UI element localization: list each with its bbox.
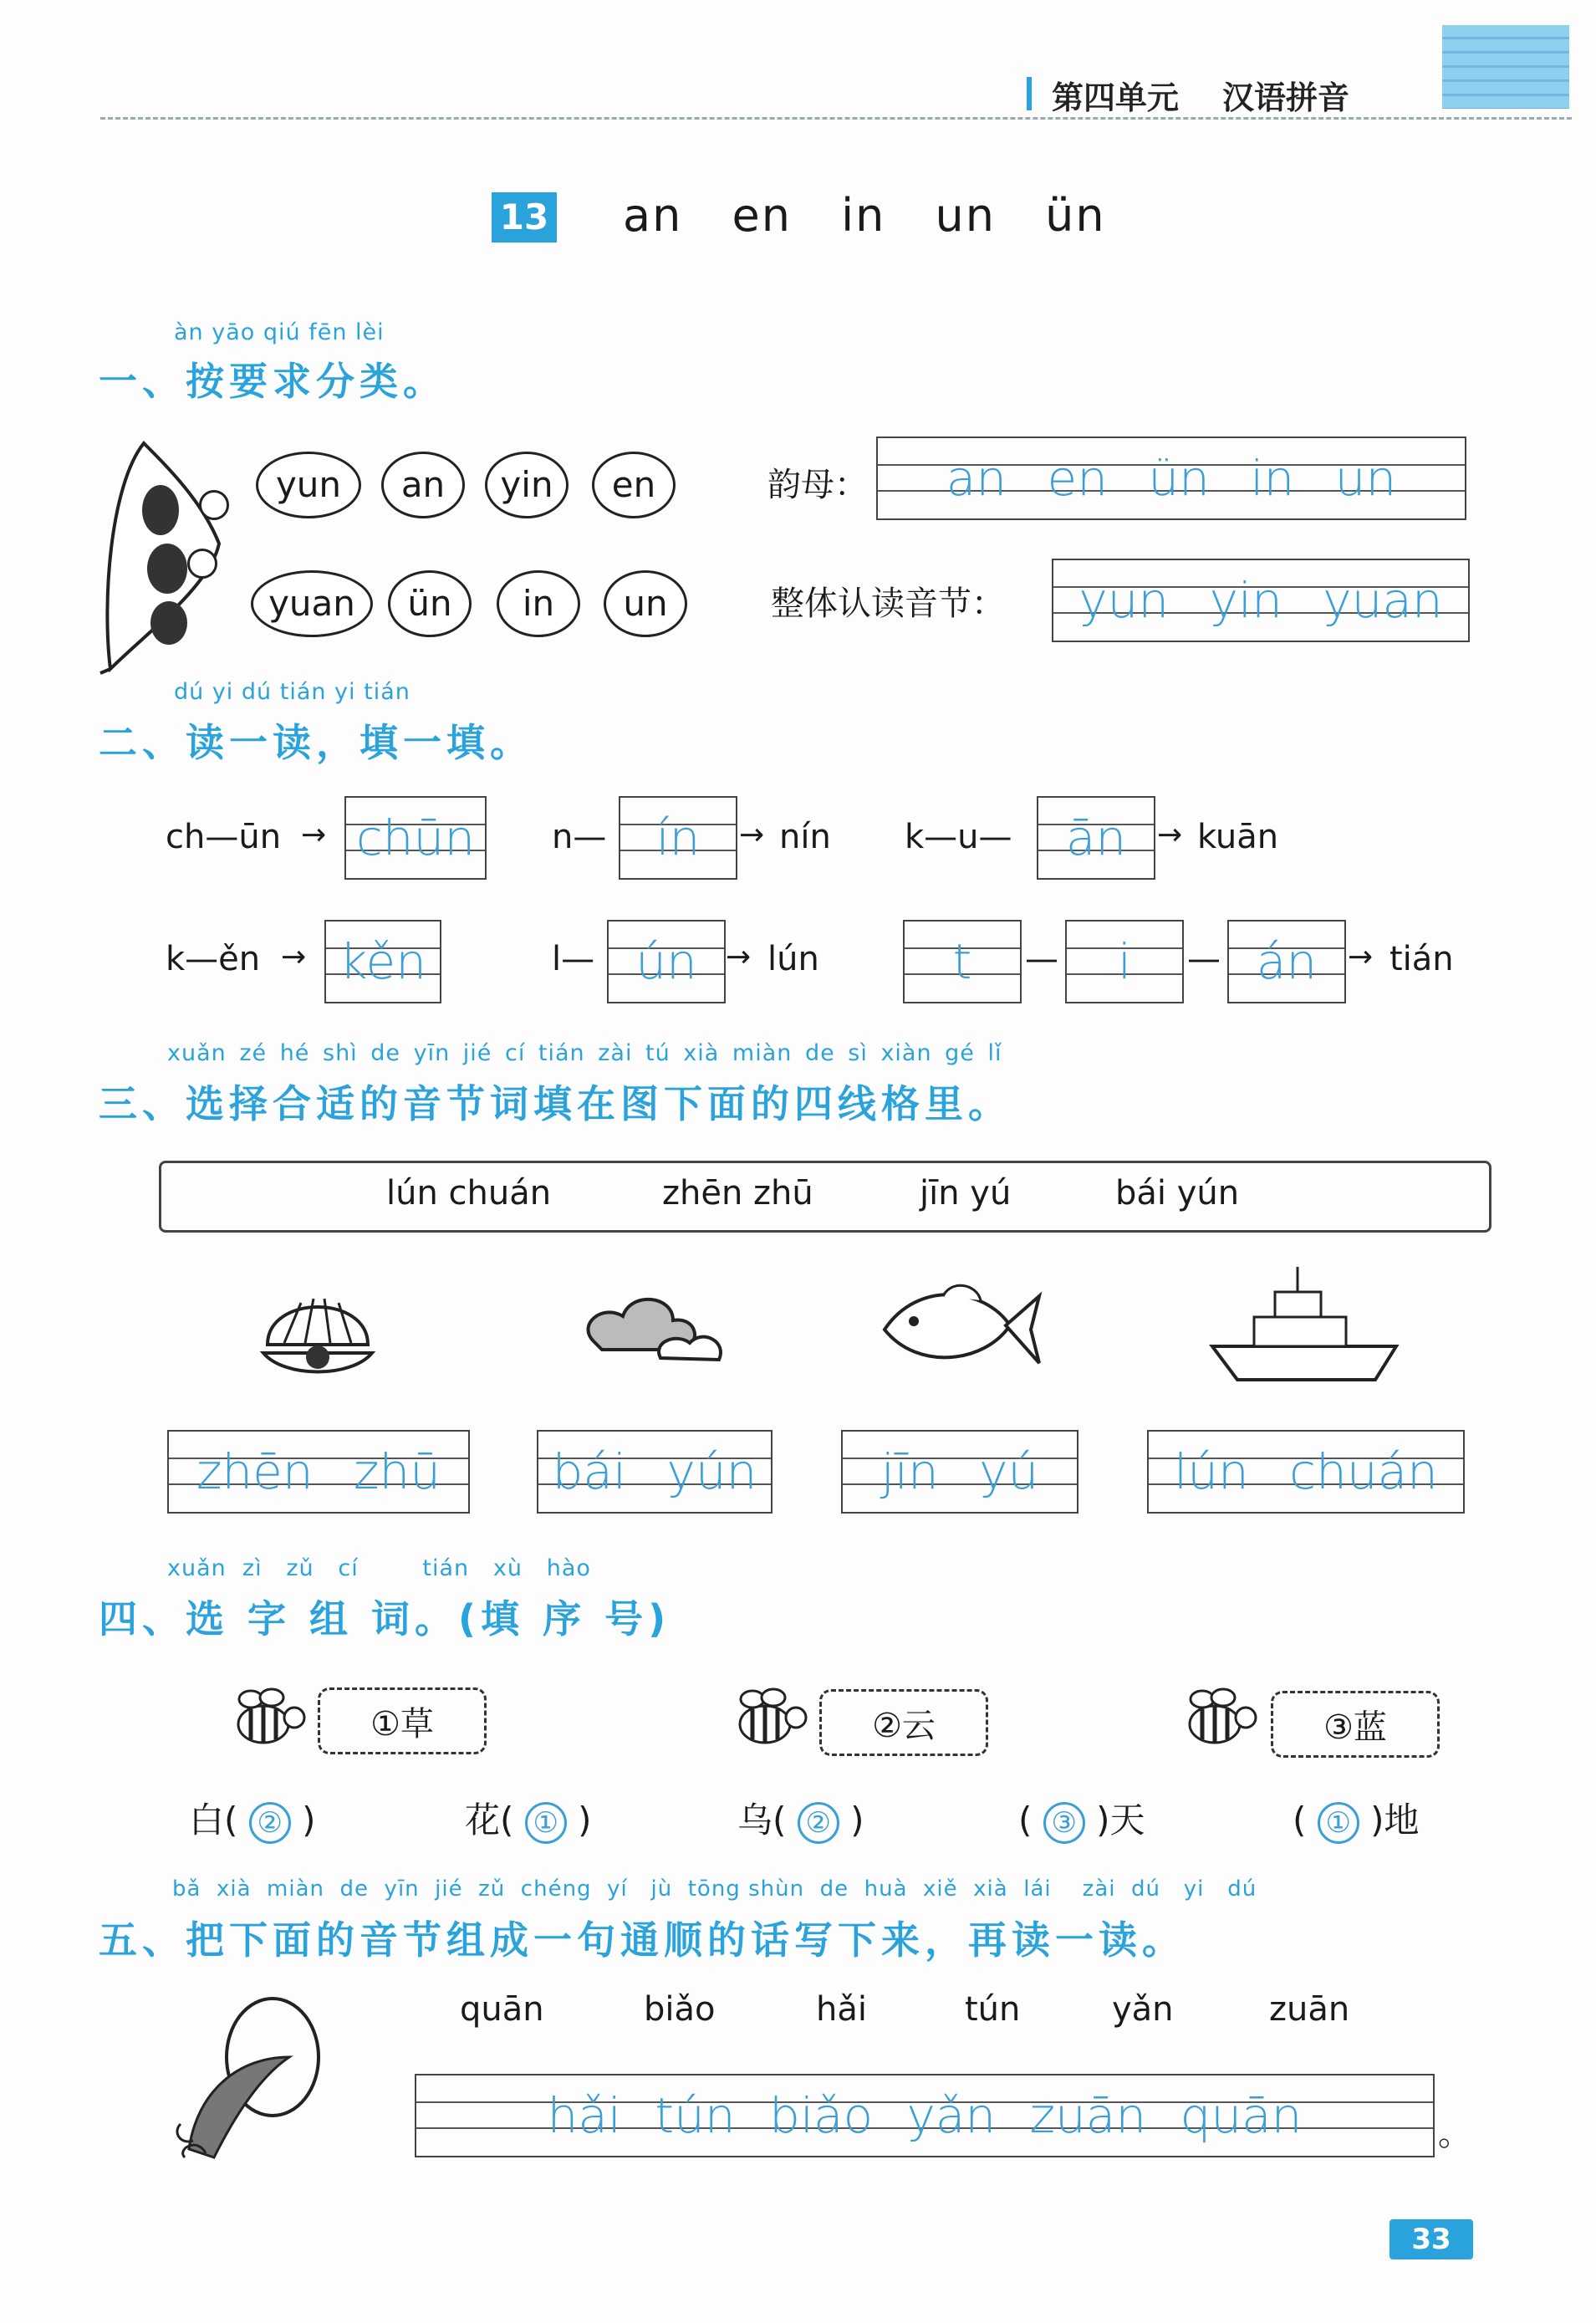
s1-title: 一、按要求分类。 — [99, 359, 446, 404]
lesson-title: an en in un ün — [623, 189, 1106, 242]
syllable-bubble: in — [497, 570, 580, 637]
s2-pinyin: dú yi dú tián yi tián — [174, 679, 410, 705]
word-options-box — [159, 1161, 1491, 1233]
dolphin-icon — [164, 1990, 331, 2166]
whole-syllables-label: 整体认读音节： — [771, 585, 1005, 623]
header-decoration — [1442, 25, 1569, 109]
r2c-answer-2: i — [1117, 933, 1132, 990]
syllable-bubble: en — [592, 452, 676, 518]
answer-grid-ship — [1147, 1430, 1465, 1514]
bee-icon — [727, 1682, 828, 1749]
sentence-answer: hǎi tún biǎo yǎn zuān quān — [547, 2087, 1303, 2144]
r1a-prefix: ch—ūn — [166, 818, 282, 856]
answer-pearl: zhēn zhū — [196, 1443, 441, 1500]
r2c-grid-1 — [903, 920, 1022, 1003]
arrow-icon: → — [301, 818, 327, 852]
choice-box-3: ③蓝 — [1271, 1691, 1440, 1758]
r2c-grid-3 — [1227, 920, 1346, 1003]
option-word: zhēn zhū — [662, 1174, 813, 1213]
syllable: biǎo — [644, 1990, 716, 2029]
header-accent-bar — [1027, 77, 1032, 110]
arrow-icon: → — [281, 940, 307, 974]
answer-circle: ① — [525, 1802, 567, 1844]
s5-pinyin: bǎ xià miàn de yīn jié zǔ chéng yí jù tōng shùn de huà xiě xià lái zài dú yi dú — [172, 1876, 1257, 1902]
syllable-bubble: ün — [388, 570, 472, 637]
syllable: yǎn — [1112, 1990, 1174, 2029]
r2c-result: tián — [1389, 940, 1454, 978]
answer-ship: lún chuán — [1174, 1443, 1438, 1500]
r2b-grid — [607, 920, 726, 1003]
pea-circle — [199, 490, 229, 520]
answer-circle: ② — [249, 1802, 291, 1844]
bee-icon — [1177, 1682, 1277, 1749]
r1a-grid — [344, 796, 487, 880]
dash-connector: — — [1187, 940, 1221, 978]
syllable: hǎi — [816, 1990, 867, 2029]
r2c-grid-2 — [1065, 920, 1184, 1003]
answer-grid-cloud — [537, 1430, 773, 1514]
s3-pinyin: xuǎn zé hé shì de yīn jié cí tián zài tú xià miàn de sì xiàn gé lǐ — [167, 1040, 1002, 1066]
syllable: zuān — [1269, 1990, 1350, 2029]
answer-circle: ② — [798, 1802, 839, 1844]
pearl-shell-icon — [251, 1269, 385, 1386]
syllable-bubble: un — [604, 570, 687, 637]
whole-syllables-grid — [1052, 559, 1470, 642]
r2a-grid — [324, 920, 441, 1003]
syllable-bubble: yun — [256, 452, 361, 518]
answer-grid-fish — [841, 1430, 1078, 1514]
choice-box-2: ②云 — [819, 1689, 988, 1756]
s1-pinyin: àn yāo qiú fēn lèi — [174, 319, 385, 345]
bee-icon — [226, 1682, 326, 1749]
topic-title: 汉语拼音 — [1222, 79, 1350, 116]
answer-circle: ① — [1318, 1802, 1359, 1844]
r2a-prefix: k—ěn — [166, 940, 261, 978]
answer-grid-pearl — [167, 1430, 470, 1514]
arrow-icon: → — [1157, 818, 1183, 852]
cloud-icon — [577, 1283, 727, 1375]
pea-circle — [187, 549, 217, 579]
s3-title: 三、选择合适的音节词填在图下面的四线格里。 — [99, 1081, 1012, 1126]
word-item-1: 白( ② ) — [189, 1793, 316, 1844]
whole-syllables-answer: yun yin yuan — [1078, 572, 1443, 629]
r1b-answer: ín — [655, 809, 701, 866]
header-divider — [100, 117, 1572, 120]
r2a-answer: kěn — [339, 933, 426, 990]
answer-circle: ③ — [1043, 1802, 1085, 1844]
r2c-answer-1: t — [952, 933, 972, 990]
sentence-period: 。 — [1438, 2115, 1471, 2153]
fish-icon — [876, 1271, 1043, 1380]
word-item-3: 乌( ② ) — [737, 1793, 864, 1844]
r1b-grid — [619, 796, 737, 880]
finals-answer: an en ün in un — [946, 450, 1397, 507]
option-word: jīn yú — [920, 1174, 1012, 1213]
s2-title: 二、读一读，填一填。 — [99, 720, 533, 765]
r2b-result: lún — [767, 940, 819, 978]
r1c-answer: ān — [1065, 809, 1127, 866]
r1b-result: nín — [779, 818, 831, 856]
lesson-number: 13 — [492, 192, 557, 243]
syllable-bubble: yuan — [251, 570, 373, 637]
sentence-answer-grid — [415, 2074, 1435, 2157]
answer-cloud: bái yún — [552, 1443, 757, 1500]
choice-box-1: ①草 — [318, 1687, 487, 1754]
option-word: bái yún — [1115, 1174, 1240, 1213]
r2b-prefix: l— — [552, 940, 595, 978]
answer-fish: jīn yú — [880, 1443, 1039, 1500]
s4-pinyin: xuǎn zì zǔ cí tián xù hào — [167, 1555, 591, 1581]
ship-icon — [1204, 1263, 1405, 1388]
arrow-icon: → — [726, 940, 752, 974]
s5-title: 五、把下面的音节组成一句通顺的话写下来，再读一读。 — [99, 1917, 1186, 1963]
arrow-icon: → — [1348, 940, 1374, 974]
syllable-bubble: an — [381, 452, 465, 518]
r1c-prefix: k—u— — [905, 818, 1012, 856]
syllable: tún — [965, 1990, 1021, 2029]
finals-answer-grid — [876, 437, 1466, 520]
word-item-2: 花( ① ) — [465, 1793, 592, 1844]
r1a-answer: chūn — [355, 809, 476, 866]
option-word: lún chuán — [386, 1174, 552, 1213]
r2b-answer: ún — [635, 933, 697, 990]
s4-title: 四、选 字 组 词。(填 序 号) — [99, 1596, 671, 1641]
word-item-4: ( ③ )天 — [1018, 1793, 1145, 1844]
finals-label: 韵母： — [767, 466, 868, 504]
r1c-grid — [1037, 796, 1155, 880]
unit-title: 第四单元 — [1052, 79, 1180, 116]
dash-connector: — — [1025, 940, 1058, 978]
syllable: quān — [460, 1990, 544, 2029]
r1b-prefix: n— — [552, 818, 607, 856]
r2c-answer-3: án — [1256, 933, 1318, 990]
page-number: 33 — [1389, 2219, 1473, 2259]
r1c-result: kuān — [1197, 818, 1279, 856]
arrow-icon: → — [739, 818, 765, 852]
syllable-bubble: yin — [485, 452, 569, 518]
word-item-5: ( ① )地 — [1293, 1793, 1420, 1844]
